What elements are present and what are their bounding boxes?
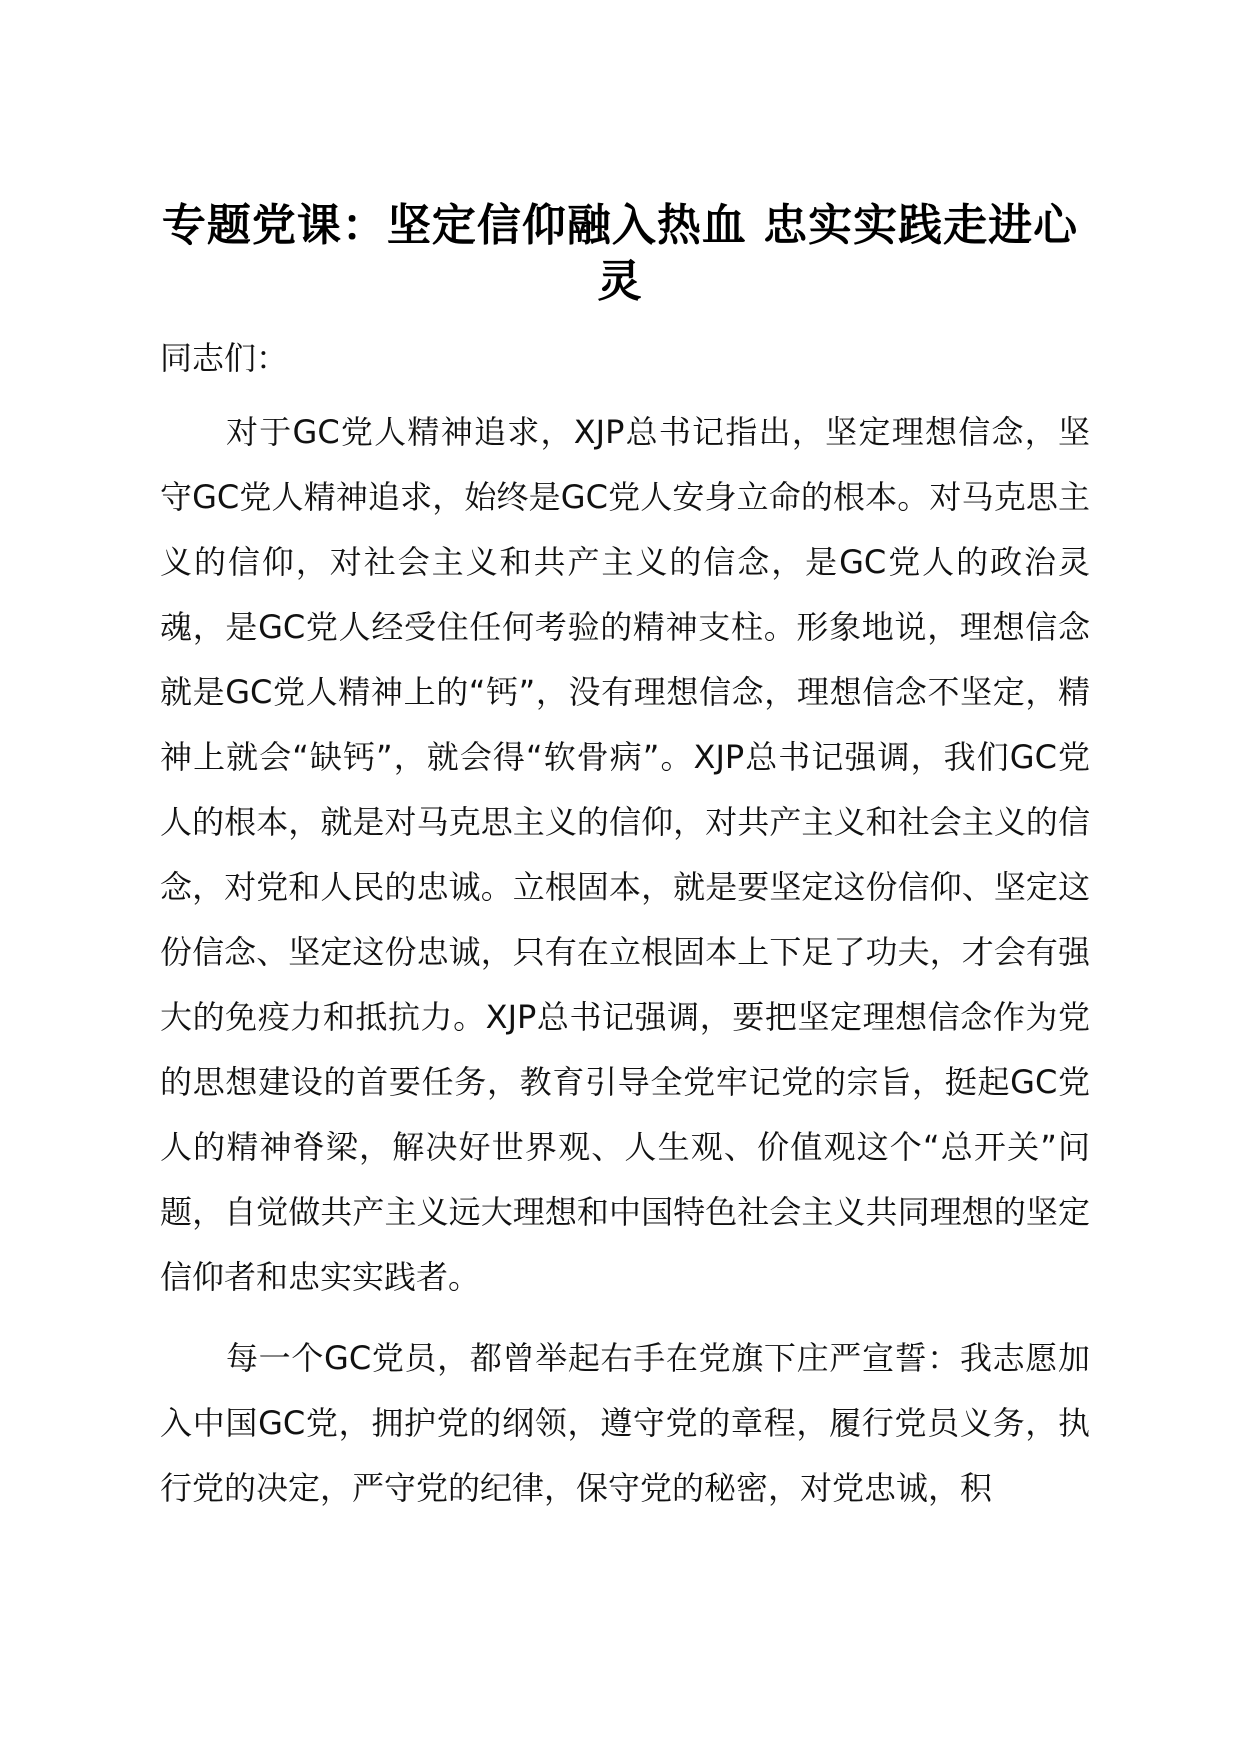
document-title: 专题党课：坚定信仰融入热血 忠实实践走进心灵 (161, 200, 1079, 307)
paragraph-1: 对于GC党人精神追求，XJP总书记指出，坚定理想信念，坚守GC党人精神追求，始终是GC党人安身立命的根本。对马克思主义的信仰，对社会主义和共产主义的信念，是GC党人的政治灵魂，是GC党人经受住任何考验的精神支柱。形象地说，理想信念就是GC党人精神上的“钙”，没有理想信念，理想信念不坚定，精神上就会“缺钙”，就会得“软骨病”。XJP总书记强调，我们GC党人的根本，就是对马克思主义的信仰，对共产主义和社会主义的信念，对党和人民的忠诚。立根固本，就是要坚定这份信仰、坚定这份信念、坚定这份忠诚，只有在立根固本上下足了功夫，才会有强大的免疫力和抵抗力。XJP总书记强调，要把坚定理想信念作为党的思想建设的首要任务，教育引导全党牢记党的宗旨，挺起GC党人的精神脊梁，解决好世界观、人生观、价值观这个“总开关”问题，自觉做共产主义远大理想和中国特色社会主义共同理想的坚定信仰者和忠实实践者。 (160, 413, 1090, 1296)
paragraph-2: 每一个GC党员，都曾举起右手在党旗下庄严宣誓：我志愿加入中国GC党，拥护党的纲领，遵守党的章程，履行党员义务，执行党的决定，严守党的纪律，保守党的秘密，对党忠诚，积 (160, 1339, 1090, 1507)
salutation: 同志们： (160, 339, 289, 377)
document-body (160, 332, 1090, 1521)
